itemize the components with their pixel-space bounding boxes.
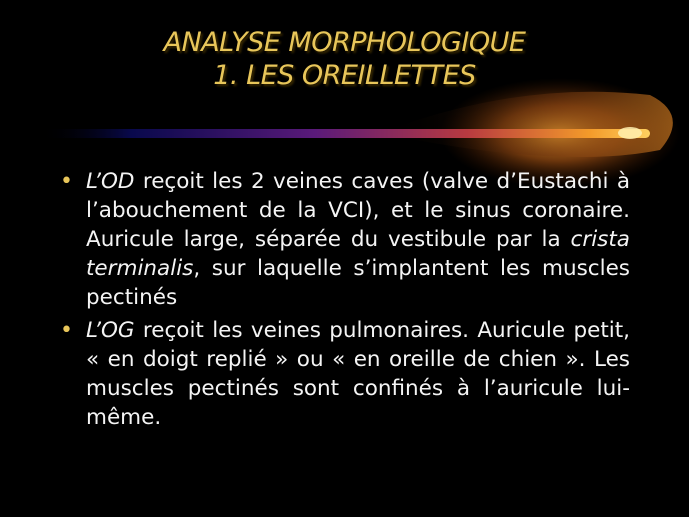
- bullet-list: [56, 167, 630, 436]
- term-crista-terminalis: crista terminalis: [86, 227, 630, 281]
- bullet-item-og: [56, 316, 630, 432]
- bullet-text: reçoit les veines pulmonaires. Auricule petit, « en doigt replié » ou « en oreille de chien ». Les muscles pectinés sont confinés à l’auricule lui-même.: [86, 318, 630, 430]
- bullet-dot-icon: •: [60, 169, 73, 194]
- bullet-dot-icon: •: [60, 318, 73, 343]
- bullet-item-od: [56, 167, 630, 312]
- slide-title: [0, 26, 689, 92]
- term-od: L’OD: [86, 169, 135, 194]
- slide-title-line-2: 1. LES OREILLETTES: [213, 60, 476, 91]
- bullet-text: , sur laquelle s’implantent les muscles pectinés: [86, 256, 630, 310]
- bullet-text: reçoit les 2 veines caves (valve d’Eustachi à l’abouchement de la VCI), et le sinus coronaire. Auricule large, séparée du vestibule par la: [86, 169, 630, 252]
- slide-title-line-1: ANALYSE MORPHOLOGIQUE: [163, 27, 526, 58]
- term-og: L’OG: [86, 318, 135, 343]
